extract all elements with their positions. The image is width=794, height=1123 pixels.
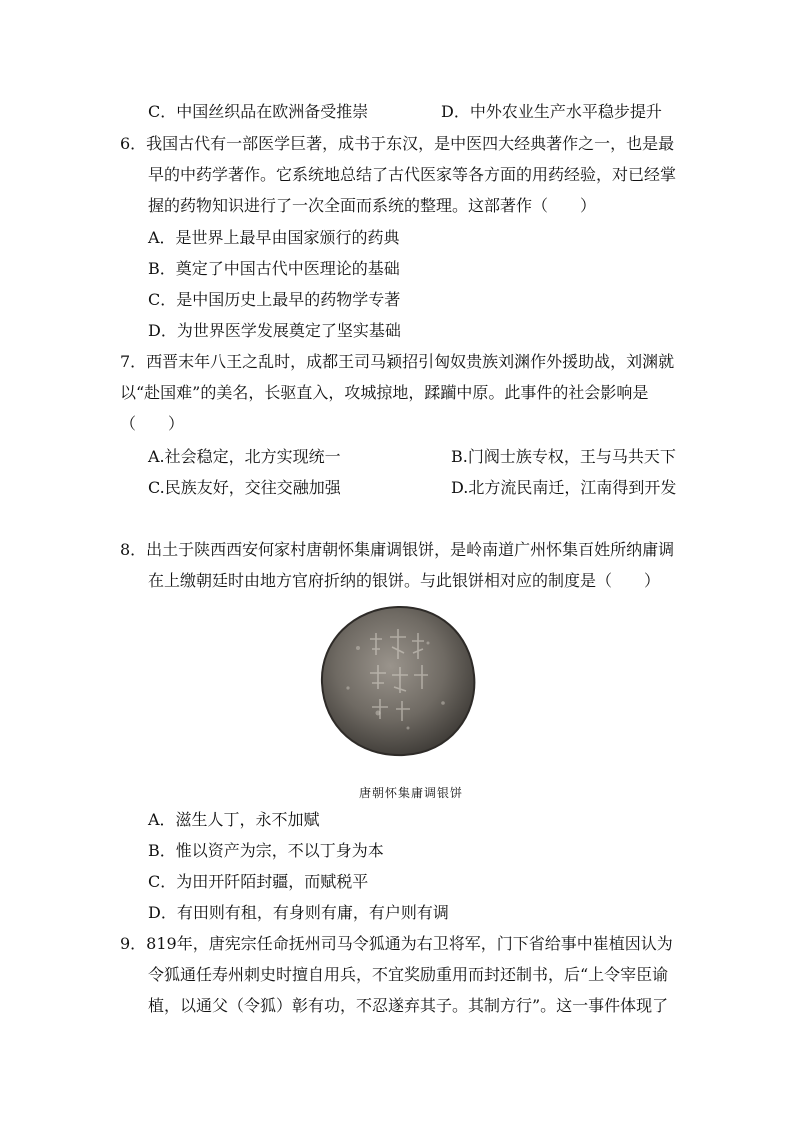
silver-cake-image bbox=[318, 603, 478, 758]
q8-option-a: A．滋生人丁，永不加赋 bbox=[148, 810, 320, 829]
q7-option-c: C.民族友好，交往交融加强 bbox=[148, 478, 341, 497]
q6-option-d: D．为世界医学发展奠定了坚实基础 bbox=[148, 321, 401, 340]
q5-option-d: D．中外农业生产水平稳步提升 bbox=[441, 102, 662, 121]
q6-stem-line-3: 握的药物知识进行了一次全面而系统的整理。这部著作（ ） bbox=[148, 196, 597, 215]
q6-stem-line-2: 早的中药学著作。它系统地总结了古代医家等各方面的用药经验，对已经掌 bbox=[148, 165, 677, 184]
q9-stem-line-1: 9．819年，唐宪宗任命抚州司马令狐通为右卫将军，门下省给事中崔植因认为 bbox=[120, 934, 673, 953]
q6-stem-line-1: 6．我国古代有一部医学巨著，成书于东汉，是中医四大经典著作之一，也是最 bbox=[120, 134, 675, 153]
q7-option-b: B.门阀士族专权，王与马共天下 bbox=[451, 447, 676, 466]
q6-option-b: B．奠定了中国古代中医理论的基础 bbox=[148, 259, 400, 278]
q8-stem-line-1: 8．出土于陕西西安何家村唐朝怀集庸调银饼，是岭南道广州怀集百姓所纳庸调 bbox=[120, 540, 675, 559]
q7-option-a: A.社会稳定，北方实现统一 bbox=[148, 447, 341, 466]
q6-option-c: C．是中国历史上最早的药物学专著 bbox=[148, 290, 401, 309]
q8-option-c: C．为田开阡陌封疆，而赋税平 bbox=[148, 872, 369, 891]
q7-stem-line-1: 7．西晋末年八王之乱时，成都王司马颖招引匈奴贵族刘渊作外援助战，刘渊就 bbox=[120, 352, 675, 371]
q9-stem-line-2: 令狐通任寿州刺史时擅自用兵，不宜奖励重用而封还制书，后“上令宰臣谕 bbox=[148, 965, 669, 984]
q8-option-d: D．有田则有租，有身则有庸，有户则有调 bbox=[148, 903, 449, 922]
q9-stem-line-3: 植，以通父（令狐）彰有功，不忍遂弃其子。其制方行”。这一事件体现了 bbox=[148, 996, 669, 1015]
q6-option-a: A．是世界上最早由国家颁行的药典 bbox=[148, 228, 400, 247]
q5-option-c: C．中国丝织品在欧洲备受推崇 bbox=[148, 102, 369, 121]
q7-option-d: D.北方流民南迁，江南得到开发 bbox=[451, 478, 677, 497]
image-caption: 唐朝怀集庸调银饼 bbox=[359, 786, 464, 800]
q7-stem-line-2: 以“赴国难”的美名，长驱直入，攻城掠地，蹂躏中原。此事件的社会影响是 bbox=[120, 383, 649, 402]
q7-stem-line-3: （ ） bbox=[120, 414, 185, 433]
q8-stem-line-2: 在上缴朝廷时由地方官府折纳的银饼。与此银饼相对应的制度是（ ） bbox=[148, 571, 661, 590]
q8-option-b: B．惟以资产为宗，不以丁身为本 bbox=[148, 841, 384, 860]
